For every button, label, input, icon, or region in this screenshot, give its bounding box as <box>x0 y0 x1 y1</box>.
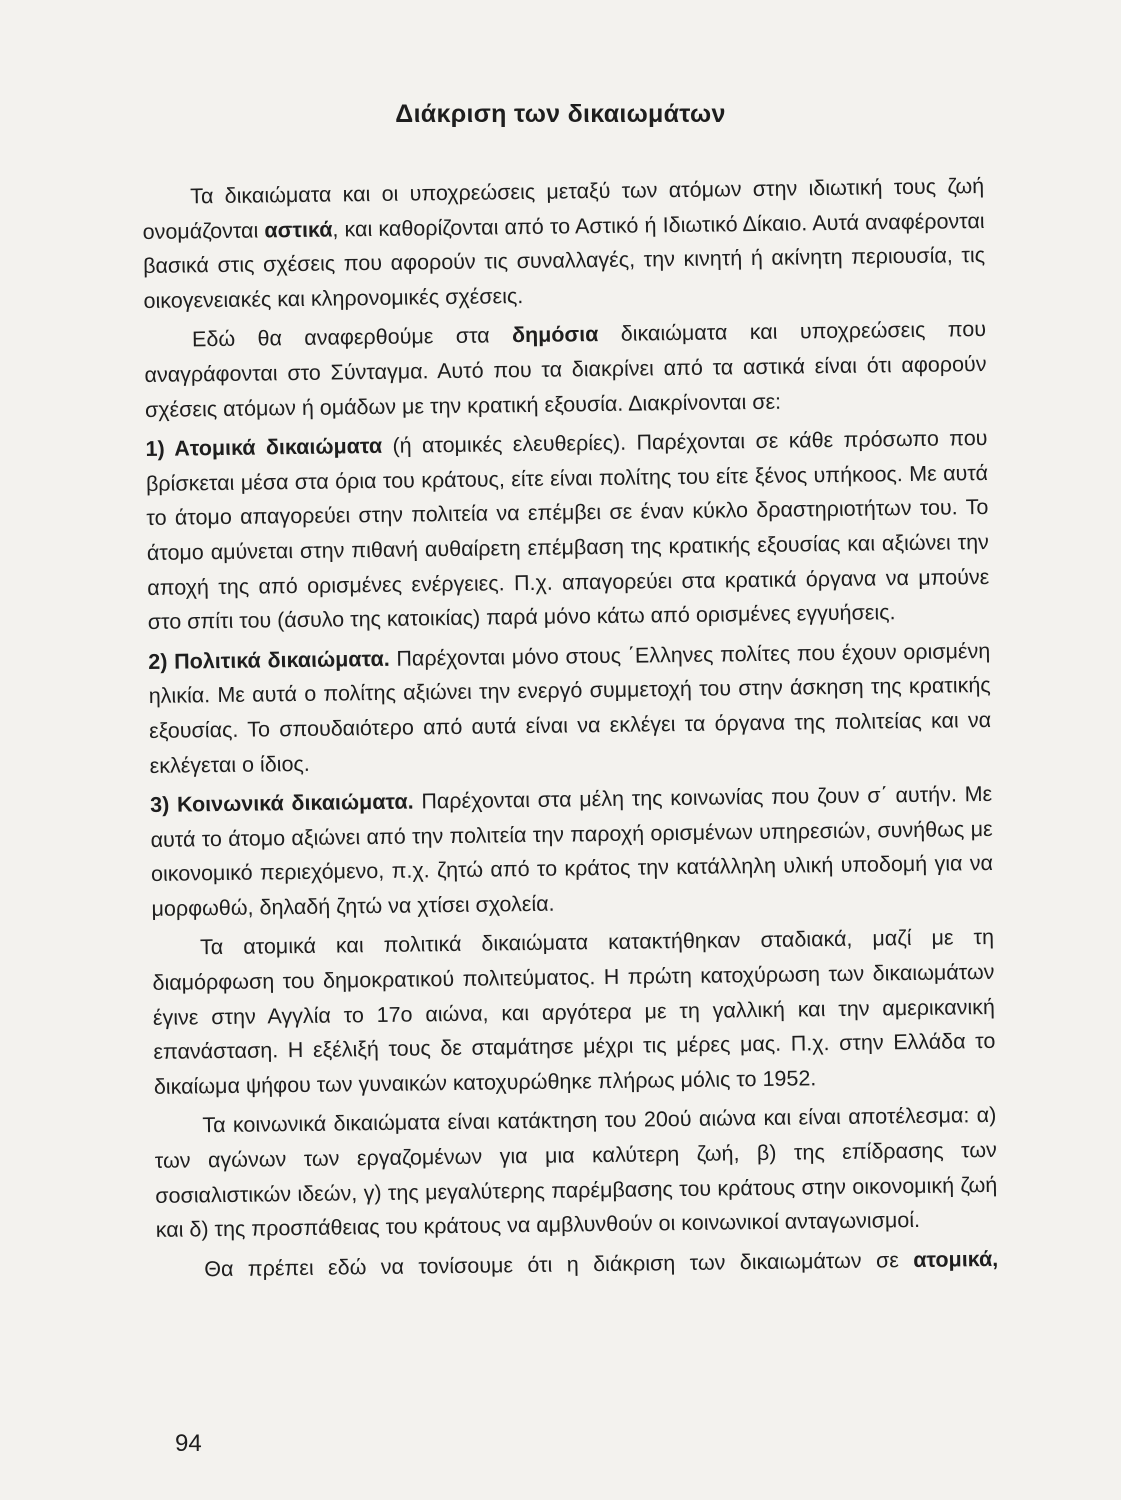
text-run: Παρέχονται μόνο στους ΄Ελληνες πολίτες που έχουν ορισμένη ηλικία. Με αυτά ο πολίτης αξιώνει την ενεργό συμμετοχή του στην άσκηση της κρατικής εξουσίας. Το σπουδαιότερο από αυτά είναι να εκλέγει τα όργανα της πολιτείας και να εκλέγεται ο ίδιος. <box>148 638 992 778</box>
bold-term: 3) Κοινωνικά δικαιώματα. <box>150 789 414 818</box>
paragraph-history: Τα ατομικά και πολιτικά δικαιώματα κατακτήθηκαν σταδιακά, μαζί με τη διαμόρφωση του δημοκρατικού πολιτεύματος. Η πρώτη κατοχύρωση των δικαιωμάτων έγινε στην Αγγλία το 17ο αιώνα, και αργότερα με τη γαλλική και την αμερικανική επανάσταση. Η εξέλιξή τους δε σταμάτησε μέχρι τις μέρες μας. Π.χ. στην Ελλάδα το δικαίωμα ψήφου των γυναικών κατοχυρώθηκε πλήρως μόλις το 1952. <box>152 925 996 1099</box>
bold-term: δημόσια <box>511 322 599 348</box>
page-number: 94 <box>175 1430 202 1457</box>
text-run: Τα δικαιώματα και οι υποχρεώσεις μεταξύ των ατόμων στην ιδιωτική τους ζωή ονομάζονται <box>142 173 985 244</box>
bold-term: 1) Ατομικά δικαιώματα <box>145 434 383 462</box>
body-text <box>142 169 998 1292</box>
text-run: Θα πρέπει εδώ να τονίσουμε ότι η διάκριση των δικαιωμάτων σε <box>204 1247 914 1282</box>
text-run: δικαιώματα και υποχρεώσεις που αναγράφονται στο Σύνταγμα. Αυτό που τα διακρίνει από τα αστικά είναι ότι αφορούν σχέσεις ατόμων ή ομάδων με την κρατική εξουσία. Διακρίνονται σε: <box>144 317 987 422</box>
paragraph-individual-rights <box>145 421 990 640</box>
bold-term: ατομικά, <box>913 1246 999 1272</box>
paragraph-public-rights <box>144 312 987 427</box>
paragraph-political-rights <box>148 634 992 783</box>
text-run: , και καθορίζονται από το Αστικό ή Ιδιωτικό Δίκαιο. Αυτά αναφέρονται βασικά στις σχέσεις που αφορούν τις συναλλαγές, την κινητή ή ακίνητη περιουσία, τις οικογενειακές και κληρονομικές σχέσεις. <box>142 208 986 313</box>
paragraph-social-rights <box>150 777 994 926</box>
text-run: (ή ατομικές ελευθερίες). Παρέχονται σε κάθε πρόσωπο που βρίσκεται μέσα στα όρια του κράτους, είτε είναι πολίτης του είτε ξένος υπήκοος. Με αυτά το άτομο απαγορεύει στην πολιτεία να επέμβει σε έναν κύκλο δραστηριοτήτων του. Το άτομο αμύνεται στην πιθανή αυθαίρετη επέμβαση της κρατικής εξουσίας και αξιώνει την αποχή της από ορισμένες ενέργειες. Π.χ. απαγορεύει στα κρατικά όργανα να μπούνε στο σπίτι του (άσυλο της κατοικίας) παρά μόνο κάτω από ορισμένες εγγυήσεις. <box>145 426 990 635</box>
paragraph-social-rights-origin: Τα κοινωνικά δικαιώματα είναι κατάκτηση του 20ού αιώνα και είναι αποτέλεσμα: α) των αγώνων των εργαζομένων για μια καλύτερη ζωή, β) της επίδρασης των σοσιαλιστικών ιδεών, γ) της μεγαλύτερης παρέμβασης του κράτους στην οικονομική ζωή και δ) της προσπάθειας του κράτους να αμβλυνθούν οι κοινωνικοί ανταγωνισμοί. <box>154 1103 998 1243</box>
bold-term: αστικά <box>264 217 333 242</box>
bold-term: 2) Πολιτικά δικαιώματα. <box>148 646 390 674</box>
text-run: Παρέχονται στα μέλη της κοινωνίας που ζουν σ΄ αυτήν. Με αυτά το άτομο αξιώνει από την πολιτεία την παροχή ορισμένων υπηρεσιών, συνήθως με οικονομικό περιεχόμενο, π.χ. ζητώ από το κράτος την κατάλληλη υλική υποδομή για να μορφωθώ, δηλαδή ζητώ να χτίσει σχολεία. <box>150 782 994 921</box>
paragraph-civil-rights <box>142 169 986 318</box>
section-title: Διάκριση των δικαιωμάτων <box>395 100 726 128</box>
paragraph-conclusion <box>156 1242 998 1288</box>
text-run: Εδώ θα αναφερθούμε στα <box>191 323 513 352</box>
